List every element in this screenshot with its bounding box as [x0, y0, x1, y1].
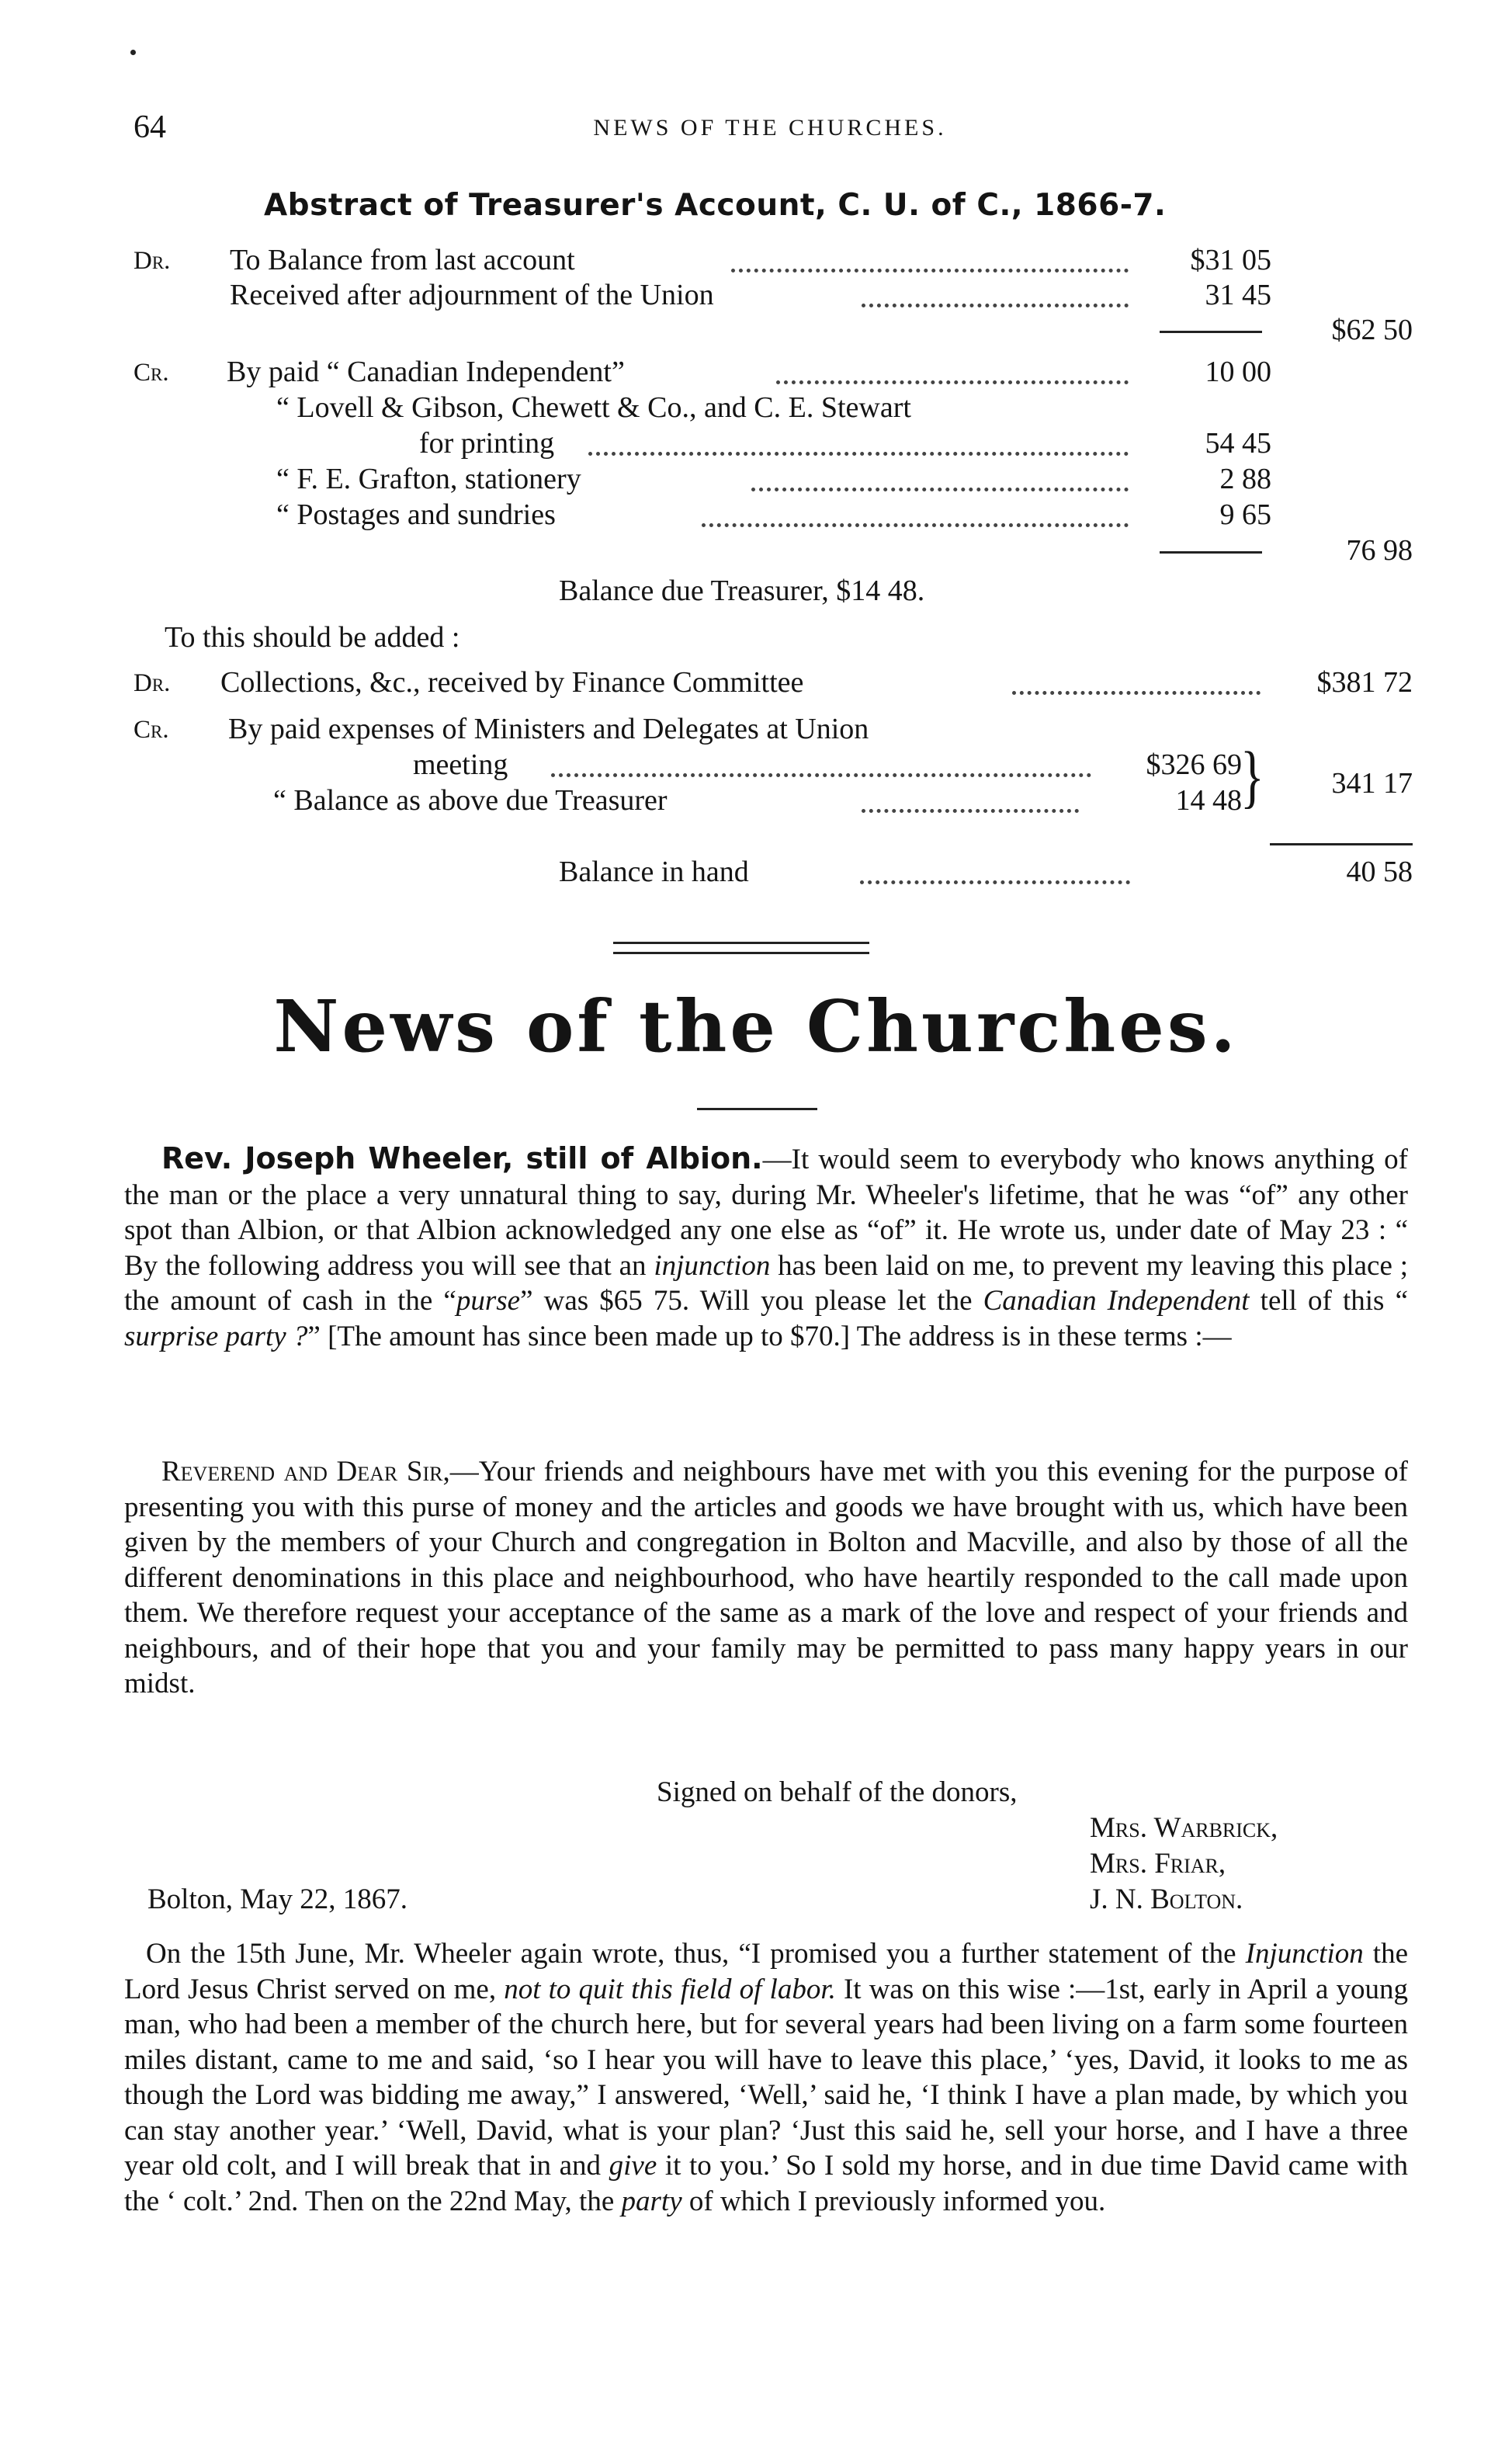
- text: ” was $65 75. Will you please let the: [520, 1285, 983, 1317]
- text: On the 15th June, Mr. Wheeler again wrote, thus, “I promised you a further statement of the: [146, 1938, 1246, 1970]
- cr-line-5: “ Postages and sundries: [276, 498, 556, 531]
- cr-label: Cr.: [134, 359, 169, 387]
- sum-rule: [1270, 843, 1413, 845]
- double-rule: [613, 942, 869, 954]
- cr-line-2: “ Lovell & Gibson, Chewett & Co., and C. E. Stewart: [276, 391, 911, 424]
- text: purse: [456, 1285, 521, 1317]
- text: has been laid on me, to prevent my leaving this place ; the amount of cash in the “: [124, 1249, 1408, 1317]
- cr2-line-3: “ Balance as above due Treasurer: [273, 784, 668, 817]
- place-date: Bolton, May 22, 1867.: [147, 1883, 408, 1915]
- cr2-total: 341 17: [1331, 767, 1413, 800]
- text: surprise party ?: [124, 1320, 308, 1352]
- cr2-label: Cr.: [134, 716, 169, 744]
- leader-dots: [551, 773, 1091, 777]
- text: —It would seem to everybody who knows anything of the man or the place a very unnatural thing to say, during Mr. Wheeler's lifetime, that he was “of” any other spot than Albion, or that Albion acknowledged any one else as “of” it. He wrote us, under date of May 23 : “ By the following address you will see that an: [124, 1144, 1408, 1282]
- cr2-line-3-amount: 14 48: [1175, 784, 1242, 817]
- balance-due: Balance due Treasurer, $14 48.: [559, 575, 925, 607]
- balance-in-hand-label: Balance in hand: [559, 856, 749, 888]
- right-brace: }: [1240, 738, 1264, 815]
- text: Canadian Independent: [983, 1285, 1250, 1317]
- paragraph-1: [124, 1141, 1408, 1354]
- text: party: [621, 2185, 682, 2217]
- leader-dots: [862, 304, 1129, 307]
- cr2-line-1: By paid expenses of Ministers and Delegates at Union: [228, 713, 869, 745]
- abstract-title: Abstract of Treasurer's Account, C. U. of C., 1866-7.: [264, 188, 1167, 223]
- text: give: [609, 2150, 657, 2182]
- paragraph-1-heading: Rev. Joseph Wheeler, still of Albion.: [161, 1141, 763, 1175]
- leader-dots: [862, 809, 1079, 813]
- cr-line-1-amount: 10 00: [1205, 356, 1271, 388]
- dr-line-1-amount: $31 05: [1190, 244, 1271, 276]
- cr-line-4: “ F. E. Grafton, stationery: [276, 463, 581, 495]
- text: of which I previously informed you.: [681, 2185, 1106, 2217]
- leader-dots: [702, 523, 1129, 527]
- text: —Your friends and neighbours have met with you this evening for the purpose of presenting you with this purse of money and the articles and goods we have brought with us, which have been given by the members of your Church and congregation in Bolton and Macville, and also by those of all the different denominations in this place and neighbourhood, who have heartily responded to the call made upon them. We therefore request your acceptance of the same as a mark of the love and respect of your friends and neighbours, and of their hope that you and your family may be permitted to pass many happy years in our midst.: [124, 1456, 1408, 1699]
- cr-line-3-amount: 54 45: [1205, 427, 1271, 460]
- signer-1: Mrs. Warbrick,: [1090, 1812, 1278, 1844]
- cr-line-4-amount: 2 88: [1219, 463, 1271, 495]
- text: the Lord Jesus Christ served on me,: [124, 1938, 1409, 2005]
- leader-dots: [776, 380, 1129, 384]
- dr2-label: Dr.: [134, 669, 171, 697]
- ink-speck: [130, 50, 136, 55]
- to-be-added: To this should be added :: [165, 621, 460, 654]
- leader-dots: [588, 452, 1129, 456]
- leader-dots: [860, 880, 1130, 884]
- salutation: Reverend and Dear Sir,: [161, 1456, 450, 1488]
- cr-line-1: By paid “ Canadian Independent”: [227, 356, 625, 388]
- section-title: News of the Churches.: [273, 984, 1239, 1068]
- dr-total: $62 50: [1331, 314, 1413, 346]
- sum-rule: [1160, 331, 1262, 333]
- dr-line-2: Received after adjournment of the Union: [230, 279, 714, 311]
- text: Injunction: [1245, 1938, 1364, 1970]
- leader-dots: [1012, 691, 1261, 695]
- cr-total: 76 98: [1346, 534, 1413, 567]
- signer-3: J. N. Bolton.: [1090, 1883, 1243, 1915]
- paragraph-3: [124, 1936, 1408, 2219]
- running-head: NEWS OF THE CHURCHES.: [593, 115, 947, 141]
- text: injunction: [654, 1249, 771, 1282]
- leader-dots: [751, 488, 1129, 491]
- dr-line-2-amount: 31 45: [1205, 279, 1271, 311]
- paragraph-2: [124, 1454, 1408, 1702]
- dr2-line: Collections, &c., received by Finance Committee: [220, 666, 804, 699]
- cr-line-3: for printing: [419, 427, 555, 460]
- text: it to you.’ So I sold my horse, and in due time David came with the ‘ colt.’ 2nd. Then on the 22nd May, the: [124, 2150, 1408, 2217]
- cr-line-5-amount: 9 65: [1219, 498, 1271, 531]
- text: not to quit this field of labor.: [504, 1973, 836, 2005]
- dr-line-1: To Balance from last account: [230, 244, 575, 276]
- leader-dots: [731, 269, 1129, 273]
- signer-2: Mrs. Friar,: [1090, 1848, 1226, 1880]
- dr-label: Dr.: [134, 247, 171, 275]
- cr2-line-2: meeting: [413, 748, 508, 781]
- text: ” [The amount has since been made up to $70.] The address is in these terms :—: [307, 1320, 1232, 1352]
- balance-in-hand-amount: 40 58: [1346, 856, 1413, 888]
- dr2-amount: $381 72: [1316, 666, 1413, 699]
- text: tell of this “: [1249, 1285, 1408, 1317]
- signed-line: Signed on behalf of the donors,: [657, 1776, 1018, 1808]
- sum-rule: [1160, 551, 1262, 554]
- page-header: [134, 109, 1406, 155]
- title-rule: [697, 1108, 817, 1110]
- cr2-line-2-amount: $326 69: [1146, 748, 1242, 781]
- text: It was on this wise :—1st, early in April a young man, who had been a member of the church here, but for several years had been living on a farm some fourteen miles distant, came to me and said, ‘so I hear you will have to leave this place,’ ‘yes, David, it looks to me as though the Lord was bidding me away,” I answered, ‘Well,’ said he, ‘I think I have a plan made, by which you can stay another year.’ ‘Well, David, what is your plan? ‘Just this said he, sell your horse, and I have a three year old colt, and I will break that in and: [124, 1973, 1408, 2182]
- page-number: 64: [134, 109, 166, 145]
